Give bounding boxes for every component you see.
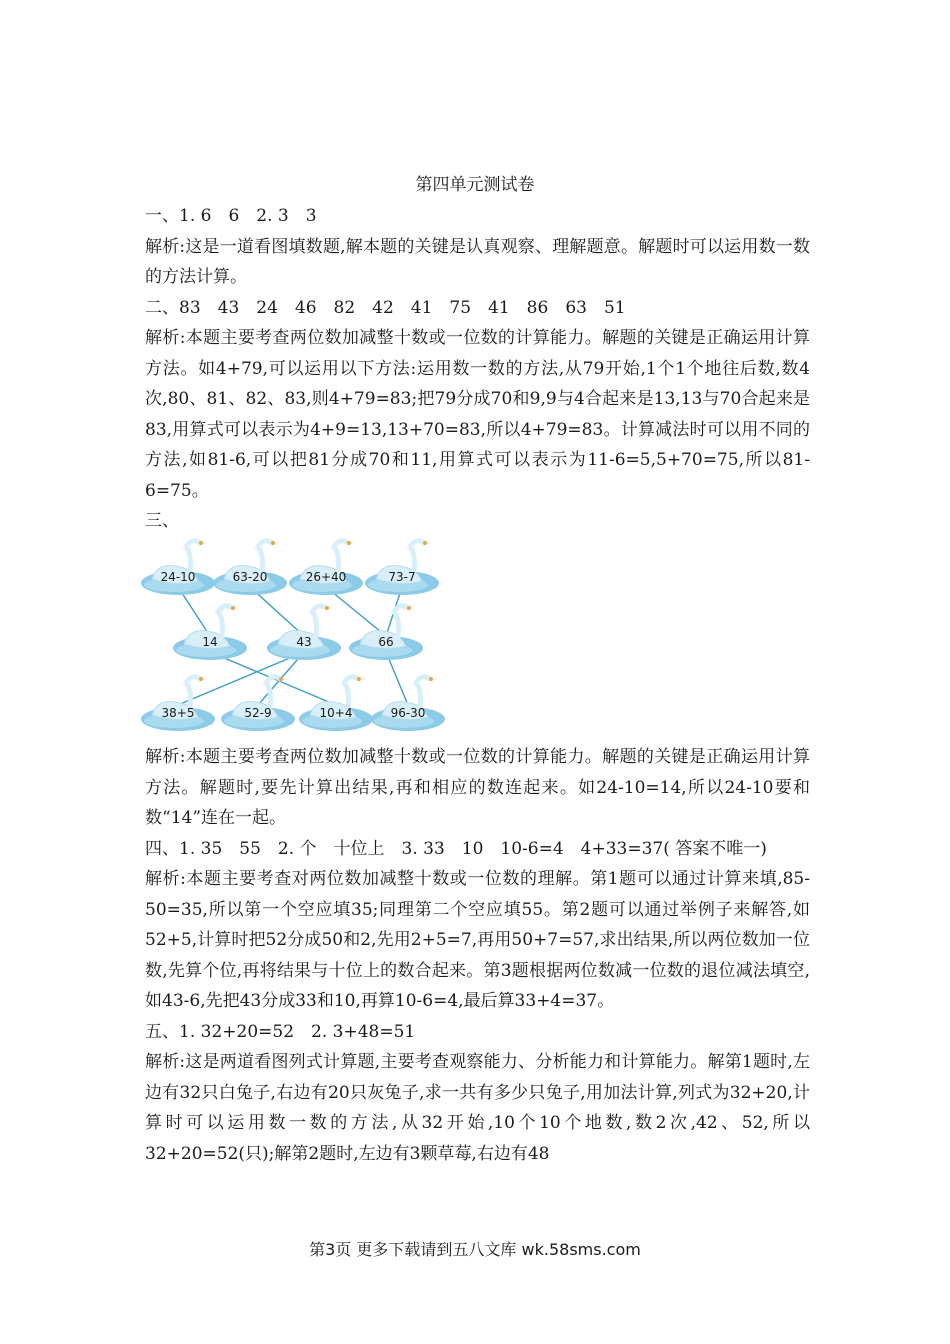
swan-label: 63-20 [232, 570, 268, 584]
swan-top-1 [141, 541, 215, 595]
swan-matching-diagram [140, 535, 460, 735]
swan-label: 24-10 [160, 570, 196, 584]
swan-beak [231, 606, 235, 610]
footer-page-number: 3 [325, 1240, 336, 1259]
swan-middle-2 [267, 606, 341, 660]
section-5-analysis: 解析:这是两道看图列式计算题,主要考查观察能力、分析能力和计算能力。解第1题时,左边有32只白兔子,右边有20只灰兔子,求一共有多少只兔子,用加法计算,列式为32+20,计算时可以运用数一数的方法,从32开始,10个10个地数,数2次,42、52,所以32+20=52(只);解第2题时,左边有3颗草莓,右边有48 [145, 1052, 810, 1164]
swan-label: 52-9 [244, 706, 272, 720]
swan-top-3 [289, 541, 363, 595]
swan-beak [199, 541, 203, 545]
swan-beak [429, 677, 433, 681]
swan-neck [258, 541, 272, 571]
swan-neck [416, 677, 430, 707]
swan-neck [218, 606, 232, 636]
swan-beak [271, 541, 275, 545]
swan-label: 43 [296, 635, 312, 649]
swan-bottom-1 [141, 677, 215, 731]
answers-part-1 [145, 201, 810, 537]
swan-neck [394, 606, 408, 636]
section-4-heading: 四、1. 35 55 2. 个 十位上 3. 33 10 10-6=4 4+33=37( 答案不唯一) [145, 838, 767, 859]
swan-middle-1 [173, 606, 247, 660]
page-footer [0, 1239, 950, 1261]
swan-beak [325, 606, 329, 610]
swan-beak [423, 541, 427, 545]
footer-middle: 页 更多下载请到五八文库 [335, 1240, 522, 1259]
swan-neck [186, 541, 200, 571]
swan-neck [410, 541, 424, 571]
swan-neck [344, 677, 358, 707]
page-title: 第四单元测试卷 [415, 175, 535, 195]
answers-part-2 [145, 742, 810, 1169]
section-4-analysis: 解析:本题主要考查对两位数加减整十数或一位数的理解。第1题可以通过计算来填,85-50=35,所以第一个空应填35;同理第二个空应填55。第2题可以通过举例子来解答,如52+5,计算时把52分成50和2,先用2+5=7,再用50+7=57,求出结果,所以两位数加一位数,先算个位,再将结果与十位上的数合起来。第3题根据两位数减一位数的退位减法填空,如43-6,先把43分成33和10,再算10-6=4,最后算33+4=37。 [145, 869, 810, 1011]
swan-beak [407, 606, 411, 610]
swan-label: 38+5 [161, 706, 195, 720]
swan-label: 73-7 [388, 570, 416, 584]
swan-beak [199, 677, 203, 681]
swan-label: 96-30 [390, 706, 426, 720]
swan-neck [186, 677, 200, 707]
section-1-analysis: 解析:这是一道看图填数题,解本题的关键是认真观察、理解题意。解题时可以运用数一数的方法计算。 [145, 236, 810, 287]
swan-label: 10+4 [319, 706, 353, 720]
section-1-heading: 一、1. 6 6 2. 3 3 [145, 206, 317, 226]
footer-link[interactable]: wk.58sms.com [521, 1240, 641, 1259]
swan-beak [279, 677, 283, 681]
swan-middle-3 [349, 606, 423, 660]
swan-bottom-3 [299, 677, 373, 731]
swan-beak [357, 677, 361, 681]
section-3-heading: 三、 [145, 511, 179, 531]
section-5-heading: 五、1. 32+20=52 2. 3+48=51 [145, 1021, 416, 1042]
swan-bottom-2 [221, 677, 295, 731]
swan-label: 26+40 [305, 570, 347, 584]
swan-neck [312, 606, 326, 636]
swan-bottom-4 [371, 677, 445, 731]
swan-label: 66 [378, 635, 394, 649]
swan-top-2 [213, 541, 287, 595]
swan-neck [334, 541, 348, 571]
section-2-analysis: 解析:本题主要考查两位数加减整十数或一位数的计算能力。解题的关键是正确运用计算方法。如4+79,可以运用以下方法:运用数一数的方法,从79开始,1个1个地往后数,数4次,80、81、82、83,则4+79=83;把79分成70和9,9与4合起来是13,13与70合起来是83,用算式可以表示为4+9=13,13+70=83,所以4+79=83。计算减法时可以用不同的方法,如81-6,可以把81分成70和11,用算式可以表示为11-6=5,5+70=75,所以81-6=75。 [145, 328, 810, 501]
swan-beak [347, 541, 351, 545]
section-3-analysis: 解析:本题主要考查两位数加减整十数或一位数的计算能力。解题的关键是正确运用计算方法。解题时,要先计算出结果,再和相应的数连起来。如24-10=14,所以24-10要和数“14”连在一起。 [145, 747, 810, 828]
swan-matching-figure [140, 535, 460, 735]
footer-prefix: 第 [309, 1240, 326, 1259]
swan-label: 14 [202, 635, 218, 649]
swan-top-4 [365, 541, 439, 595]
section-2-heading: 二、83 43 24 46 82 42 41 75 41 86 63 51 [145, 297, 626, 318]
